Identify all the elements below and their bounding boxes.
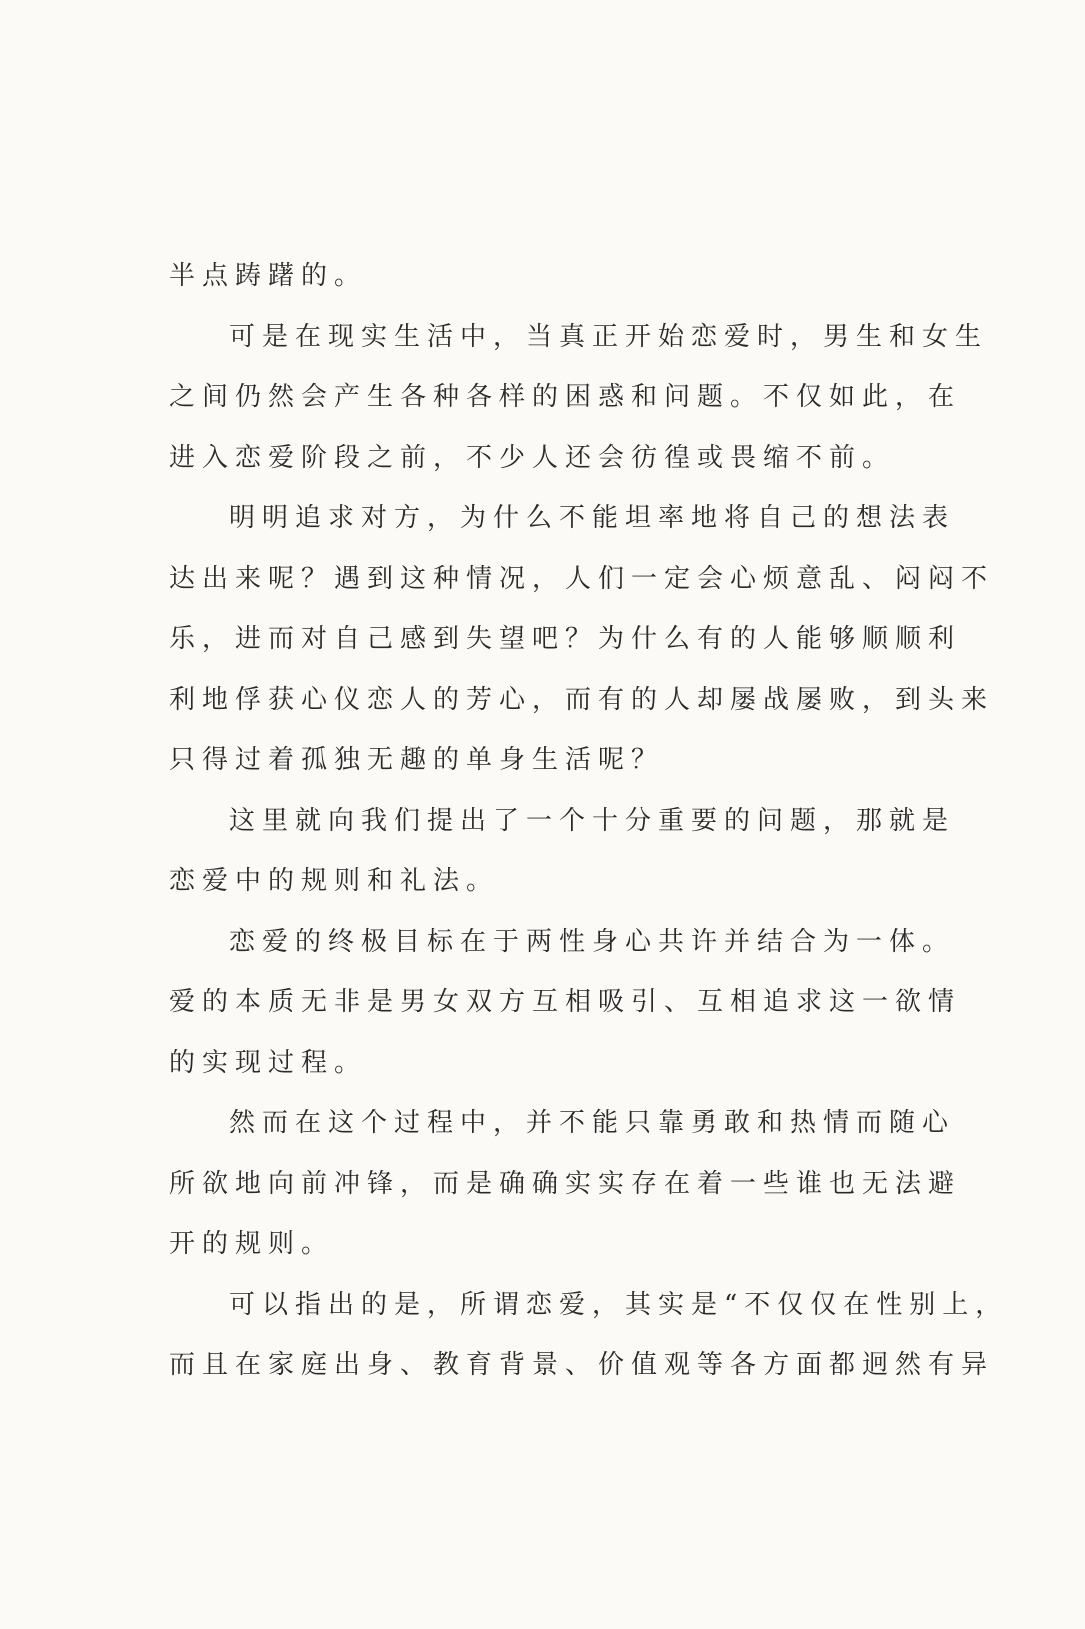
text-line-14: 的实现过程。 xyxy=(169,1047,368,1078)
text-line-3: 之间仍然会产生各种各样的困惑和问题。不仅如此，在 xyxy=(169,382,962,412)
body-text xyxy=(169,246,1009,1396)
text-line-15: 然而在这个过程中，并不能只靠勇敢和热情而随心 xyxy=(229,1108,956,1138)
text-line-5: 明明追求对方，为什么不能坦率地将自己的想法表 xyxy=(229,503,956,533)
text-line-19: 而且在家庭出身、教育背景、价值观等各方面都迥然有异 xyxy=(169,1350,995,1380)
text-line-8: 利地俘获心仪恋人的芳心，而有的人却屡战屡败，到头来 xyxy=(169,684,995,715)
text-line-10: 这里就向我们提出了一个十分重要的问题，那就是 xyxy=(229,805,956,836)
text-line-12: 恋爱的终极目标在于两性身心共许并结合为一体。 xyxy=(229,926,956,957)
text-line-17: 开的规则。 xyxy=(169,1229,335,1259)
text-line-16: 所欲地向前冲锋，而是确确实实存在着一些谁也无法避 xyxy=(169,1168,962,1199)
text-line-11: 恋爱中的规则和礼法。 xyxy=(169,866,500,896)
text-line-9: 只得过着孤独无趣的单身生活呢？ xyxy=(169,745,665,775)
text-line-4: 进入恋爱阶段之前，不少人还会彷徨或畏缩不前。 xyxy=(169,442,896,473)
text-line-1: 半点踌躇的。 xyxy=(169,261,368,291)
text-line-13: 爱的本质无非是男女双方互相吸引、互相追求这一欲情 xyxy=(169,987,962,1017)
text-line-2: 可是在现实生活中，当真正开始恋爱时，男生和女生 xyxy=(229,321,989,352)
text-line-7: 乐，进而对自己感到失望吧？为什么有的人能够顺顺利 xyxy=(169,624,962,654)
text-line-6: 达出来呢？遇到这种情况，人们一定会心烦意乱、闷闷不 xyxy=(169,563,995,594)
text-line-18: 可以指出的是，所谓恋爱，其实是“不仅仅在性别上， xyxy=(229,1289,1009,1320)
